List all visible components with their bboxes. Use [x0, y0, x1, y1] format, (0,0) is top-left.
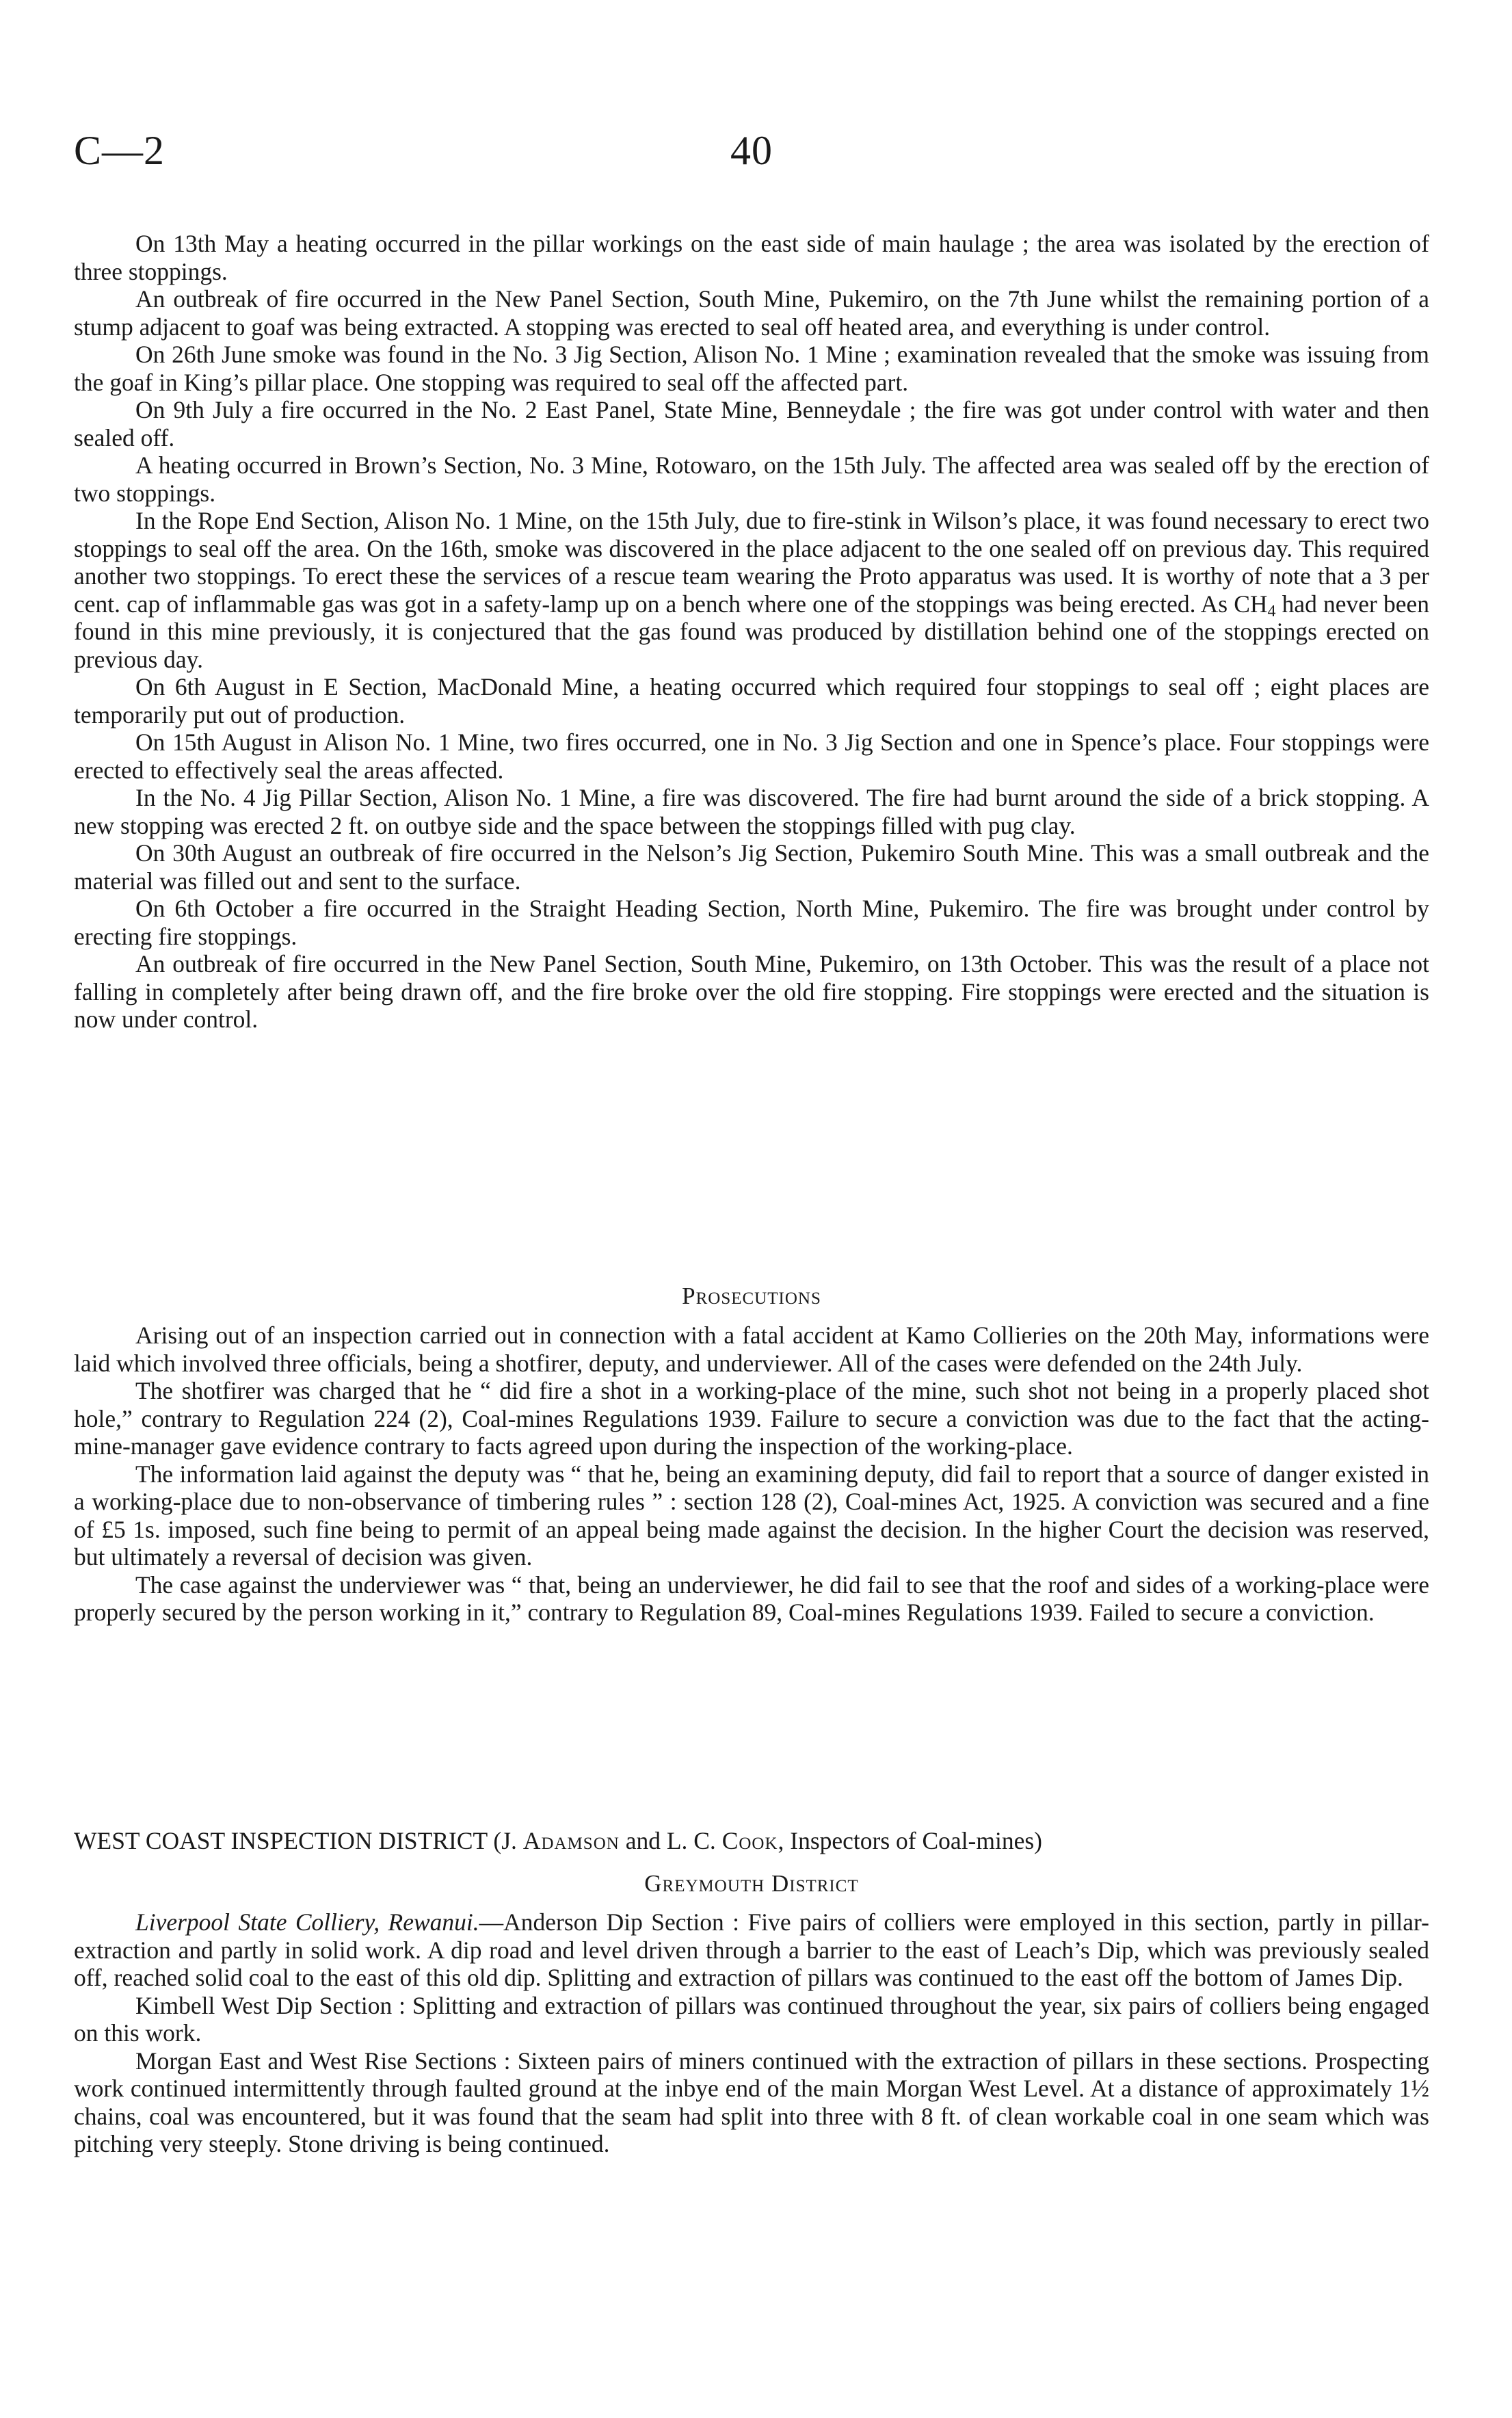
- paragraph: Kimbell West Dip Section : Splitting and extraction of pillars was continued throughout the year, six pairs of colliers being engaged on this work.: [74, 1991, 1429, 2047]
- paragraph: On 15th August in Alison No. 1 Mine, two fires occurred, one in No. 3 Jig Section and one in Spence’s place. Four stoppings were erected to effectively seal the areas affected.: [74, 728, 1429, 784]
- inspector-name: Adamson: [522, 1827, 620, 1854]
- paragraph: In the No. 4 Jig Pillar Section, Alison No. 1 Mine, a fire was discovered. The fire had burnt around the side of a brick stopping. A new stopping was erected 2 ft. on outbye side and the space between the stoppings filled with pug clay.: [74, 784, 1429, 839]
- text-run: —Anderson Dip Section : Five pairs of colliers were employed in this section, partly in pillar-extraction and partly in solid work. A dip road and level driven through a barrier to the east of Leach’s Dip, which was previously sealed off, reached solid coal to the east of this old dip. Splitting and extraction of pillars was continued to the east off the bottom of James Dip.: [74, 1908, 1429, 1991]
- paragraph-ch4: [74, 507, 1429, 673]
- inspectors-suffix: , Inspectors of Coal-mines): [778, 1827, 1042, 1854]
- inspectors-prefix: (J.: [493, 1827, 523, 1854]
- paragraph: Arising out of an inspection carried out in connection with a fatal accident at Kamo Collieries on the 20th May, informations were laid which involved three officials, being a shotfirer, deputy, and underviewer. All of the cases were defended on the 24th July.: [74, 1322, 1429, 1377]
- section-heading-prosecutions: Prosecutions: [682, 1283, 821, 1309]
- paragraph: An outbreak of fire occurred in the New Panel Section, South Mine, Pukemiro, on the 7th June whilst the remaining portion of a stump adjacent to goaf was being extracted. A stopping was erected to seal off heated area, and everything is under control.: [74, 285, 1429, 341]
- paragraph: An outbreak of fire occurred in the New Panel Section, South Mine, Pukemiro, on 13th October. This was the result of a place not falling in completely after being drawn off, and the fire broke over the old fire stopping. Fire stoppings were erected and the situation is now under control.: [74, 950, 1429, 1033]
- inspector-name: Cook: [721, 1827, 778, 1854]
- colliery-title: Liverpool State Colliery, Rewanui.: [135, 1908, 479, 1936]
- paragraph: The case against the underviewer was “ that, being an underviewer, he did fail to see that the roof and sides of a working-place were properly secured by the person working in it,” contrary to Regulation 89, Coal-mines Regulations 1939. Failed to secure a conviction.: [74, 1571, 1429, 1626]
- text-run: had never been found in this mine previously, it is conjectured that the gas found was produced by distillation behind one of the stoppings erected on previous day.: [74, 590, 1430, 673]
- text-run: In the Rope End Section, Alison No. 1 Mine, on the 15th July, due to fire-stink in Wilson’s place, it was found necessary to erect two stoppings to seal off the area. On the 16th, smoke was discovered in the place adjacent to the one sealed off on previous day. This required another two stoppings. To erect these the services of a rescue team wearing the Proto apparatus was used. It is worthy of note that a 3 per cent. cap of inflammable gas was got in a safety-lamp up on a bench where one of the stoppings was being erected. As CH: [74, 507, 1429, 618]
- subsection-heading-greymouth: Greymouth District: [644, 1870, 859, 1897]
- prosecutions-section: [74, 1322, 1429, 1627]
- paragraph: On 30th August an outbreak of fire occurred in the Nelson’s Jig Section, Pukemiro South Mine. This was a small outbreak and the material was filled out and sent to the surface.: [74, 839, 1429, 895]
- inspectors-and: and L. C.: [619, 1827, 722, 1854]
- page-number: 40: [730, 128, 773, 173]
- subscript: 4: [1267, 602, 1276, 620]
- paragraph: The information laid against the deputy was “ that he, being an examining deputy, did fail to report that a source of danger existed in a working-place due to non-observance of timbering rules ” : section 128 (2), Coal-mines Act, 1925. A conviction was secured and a fine of £5 1s. imposed, such fine being to permit of an appeal being made against the decision. In the higher Court the decision was reserved, but ultimately a reversal of decision was given.: [74, 1460, 1429, 1571]
- paragraph: The shotfirer was charged that he “ did fire a shot in a working-place of the mine, such shot not being in a properly placed shot hole,” contrary to Regulation 224 (2), Coal-mines Regulations 1939. Failure to secure a conviction was due to the fact that the acting-mine-manager gave evidence contrary to facts agreed upon during the inspection of the working-place.: [74, 1377, 1429, 1460]
- west-coast-section: [74, 1908, 1429, 2158]
- paragraph: [74, 1908, 1429, 1992]
- paragraph: Morgan East and West Rise Sections : Sixteen pairs of miners continued with the extraction of pillars in these sections. Prospecting work continued intermittently through faulted ground at the inbye end of the main Morgan West Level. At a distance of approximately 1½ chains, coal was encountered, but it was found that the seam had split into three with 8 ft. of clean workable coal in one seam which was pitching very steeply. Stone driving is being continued.: [74, 2047, 1429, 2157]
- paragraph: On 6th October a fire occurred in the Straight Heading Section, North Mine, Pukemiro. The fire was brought under control by erecting fire stoppings.: [74, 895, 1429, 950]
- fires-section: [74, 230, 1429, 1034]
- district-title: WEST COAST INSPECTION DISTRICT: [74, 1827, 488, 1854]
- paragraph: On 9th July a fire occurred in the No. 2 East Panel, State Mine, Benneydale ; the fire was got under control with water and then sealed off.: [74, 396, 1429, 451]
- paragraph: On 13th May a heating occurred in the pillar workings on the east side of main haulage ; the area was isolated by the erection of three stoppings.: [74, 230, 1429, 285]
- paragraph: On 26th June smoke was found in the No. 3 Jig Section, Alison No. 1 Mine ; examination revealed that the smoke was issuing from the goaf in King’s pillar place. One stopping was required to seal off the affected part.: [74, 341, 1429, 396]
- document-reference: C—2: [74, 128, 165, 173]
- paragraph: On 6th August in E Section, MacDonald Mine, a heating occurred which required four stoppings to seal off ; eight places are temporarily put out of production.: [74, 673, 1429, 728]
- section-heading-west-coast: [74, 1827, 1429, 1854]
- paragraph: A heating occurred in Brown’s Section, No. 3 Mine, Rotowaro, on the 15th July. The affected area was sealed off by the erection of two stoppings.: [74, 451, 1429, 507]
